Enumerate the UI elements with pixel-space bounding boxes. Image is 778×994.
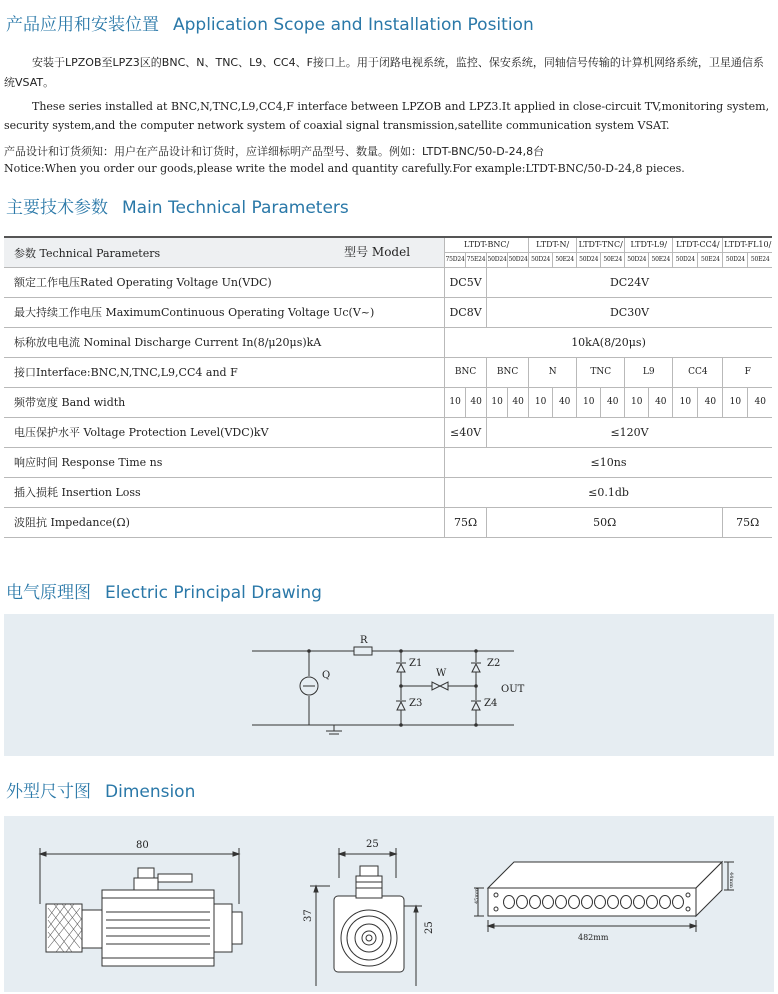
label-r: R xyxy=(360,635,368,646)
cell-value: 40 xyxy=(508,387,529,417)
cell-value: 10 xyxy=(673,387,698,417)
label-z1: Z1 xyxy=(409,658,423,669)
cell-value: N xyxy=(529,357,577,387)
cell-value: L9 xyxy=(625,357,673,387)
model-l9: LTDT-L9/ xyxy=(625,237,673,252)
section-title-zh: 外型尺寸图 xyxy=(6,782,91,802)
row-label: 响应时间 Response Time ns xyxy=(4,447,445,477)
cell-value: ≤0.1db xyxy=(445,477,772,507)
section-title-zh: 电气原理图 xyxy=(6,583,91,603)
cell-value: 40 xyxy=(601,387,625,417)
sub-model: 50D24 xyxy=(508,252,529,267)
row-label: 接口Interface:BNC,N,TNC,L9,CC4 and F xyxy=(4,357,445,387)
dim-482: 482mm xyxy=(578,933,609,942)
cell-value: BNC xyxy=(445,357,487,387)
application-paragraph-zh: 安装于LPZOB至LPZ3区的BNC、N、TNC、L9、CC4、F接口上。用于闭路电视系统，监控、保安系统，同轴信号传输的计算机网络系统，卫星通信系统VSAT。 xyxy=(4,56,764,89)
section-title-parameters xyxy=(6,193,349,218)
cell-value: 40 xyxy=(553,387,577,417)
dimension-panel xyxy=(4,816,774,992)
table-row xyxy=(4,357,772,387)
circuit-diagram xyxy=(4,614,774,756)
row-label: 额定工作电压Rated Operating Voltage Un(VDC) xyxy=(4,267,445,297)
sub-model: 50E24 xyxy=(748,252,772,267)
section-title-zh: 主要技术参数 xyxy=(6,198,108,218)
cell-value: TNC xyxy=(577,357,625,387)
param-label: 参数 Technical Parameters xyxy=(14,246,161,260)
cell-value: 50Ω xyxy=(487,507,723,537)
sub-model: 50E24 xyxy=(601,252,625,267)
label-z3: Z3 xyxy=(409,698,423,709)
section-title-en: Main Technical Parameters xyxy=(122,198,349,218)
cell-value: 40 xyxy=(466,387,487,417)
row-label: 最大持续工作电压 MaximumContinuous Operating Voltage Uc(V~) xyxy=(4,297,445,327)
cell-value: 10 xyxy=(577,387,601,417)
sub-model: 75E24 xyxy=(466,252,487,267)
circuit-panel xyxy=(4,614,774,756)
table-row xyxy=(4,477,772,507)
label-z2: Z2 xyxy=(487,658,501,669)
cell-value: DC8V xyxy=(445,297,487,327)
cell-value: DC5V xyxy=(445,267,487,297)
table-header-row xyxy=(4,237,772,252)
cell-value: ≤40V xyxy=(445,417,487,447)
model-n: LTDT-N/ xyxy=(529,237,577,252)
sub-model: 50E24 xyxy=(649,252,673,267)
cell-value: 10 xyxy=(487,387,508,417)
cell-value: 40 xyxy=(698,387,723,417)
application-paragraph-en: These series installed at BNC,N,TNC,L9,CC4,F interface between LPZOB and LPZ3.It applied in close-circuit TV,monitoring system, security system,and the computer network system of coaxial signal transmission,satellite communication system VSAT. xyxy=(4,100,770,132)
model-cc4: LTDT-CC4/ xyxy=(673,237,723,252)
sub-model: 50D24 xyxy=(577,252,601,267)
sub-model: 75D24 xyxy=(445,252,466,267)
dim-45: 45mm xyxy=(474,888,480,904)
dim-25-height: 25 xyxy=(424,921,435,934)
row-label: 波阻抗 Impedance(Ω) xyxy=(4,507,445,537)
model-bnc: LTDT-BNC/ xyxy=(445,237,529,252)
notice-zh: 产品设计和订货须知：用户在产品设计和订货时，应详细标明产品型号、数量。例如：LTDT-BNC/50-D-24,8台 xyxy=(4,145,545,158)
cell-value: F xyxy=(723,357,772,387)
table-row xyxy=(4,327,772,357)
cell-value: 75Ω xyxy=(723,507,772,537)
sub-model: 50D24 xyxy=(673,252,698,267)
section-title-en: Application Scope and Installation Position xyxy=(173,15,534,35)
parameters-table xyxy=(4,236,772,538)
sub-model: 50E24 xyxy=(698,252,723,267)
sub-model: 50D24 xyxy=(487,252,508,267)
dim-25-width: 25 xyxy=(366,839,379,850)
model-tnc: LTDT-TNC/ xyxy=(577,237,625,252)
section-title-en: Dimension xyxy=(105,782,196,802)
label-z4: Z4 xyxy=(484,698,498,709)
cell-value: BNC xyxy=(487,357,529,387)
row-label: 标称放电电流 Nominal Discharge Current In(8/μ20μs)kA xyxy=(4,327,445,357)
side-view-drawing xyxy=(40,848,242,966)
cell-value: 75Ω xyxy=(445,507,487,537)
sub-model: 50D24 xyxy=(723,252,748,267)
sub-model: 50D24 xyxy=(529,252,553,267)
cell-value: ≤10ns xyxy=(445,447,772,477)
row-label: 频带宽度 Band width xyxy=(4,387,445,417)
dim-37: 37 xyxy=(303,909,314,922)
model-fl10: LTDT-FL10/ xyxy=(723,237,772,252)
table-row xyxy=(4,507,772,537)
dimension-drawings xyxy=(4,816,774,992)
section-title-dimension xyxy=(6,777,195,802)
front-view-drawing xyxy=(310,848,422,986)
cell-value: DC24V xyxy=(487,267,772,297)
cell-value: 10 xyxy=(445,387,466,417)
cell-value: DC30V xyxy=(487,297,772,327)
section-title-en: Electric Principal Drawing xyxy=(105,583,322,603)
table-row xyxy=(4,417,772,447)
section-title-zh: 产品应用和安装位置 xyxy=(6,15,159,35)
cell-value: CC4 xyxy=(673,357,723,387)
cell-value: 10 xyxy=(529,387,553,417)
cell-value: 10kA(8/20μs) xyxy=(445,327,772,357)
dim-44: 44mm xyxy=(728,872,734,888)
row-label: 插入损耗 Insertion Loss xyxy=(4,477,445,507)
cell-value: 40 xyxy=(649,387,673,417)
section-title-application xyxy=(6,10,534,35)
table-row xyxy=(4,447,772,477)
label-w: W xyxy=(436,668,447,679)
cell-value: 10 xyxy=(723,387,748,417)
sub-model: 50D24 xyxy=(625,252,649,267)
cell-value: 40 xyxy=(748,387,772,417)
model-label: 型号 Model xyxy=(344,245,411,259)
cell-value: 10 xyxy=(625,387,649,417)
cell-value: ≤120V xyxy=(487,417,772,447)
label-q: Q xyxy=(322,670,331,681)
table-row xyxy=(4,267,772,297)
row-label: 电压保护水平 Voltage Protection Level(VDC)kV xyxy=(4,417,445,447)
table-row xyxy=(4,387,772,417)
notice-en: Notice:When you order our goods,please write the model and quantity carefully.For example:LTDT-BNC/50-D-24,8 pieces. xyxy=(4,162,685,175)
sub-model: 50E24 xyxy=(553,252,577,267)
section-title-electric xyxy=(6,578,322,603)
table-row xyxy=(4,297,772,327)
header-label-cell xyxy=(4,237,445,267)
label-out: OUT xyxy=(501,684,525,695)
dim-80: 80 xyxy=(136,840,149,851)
